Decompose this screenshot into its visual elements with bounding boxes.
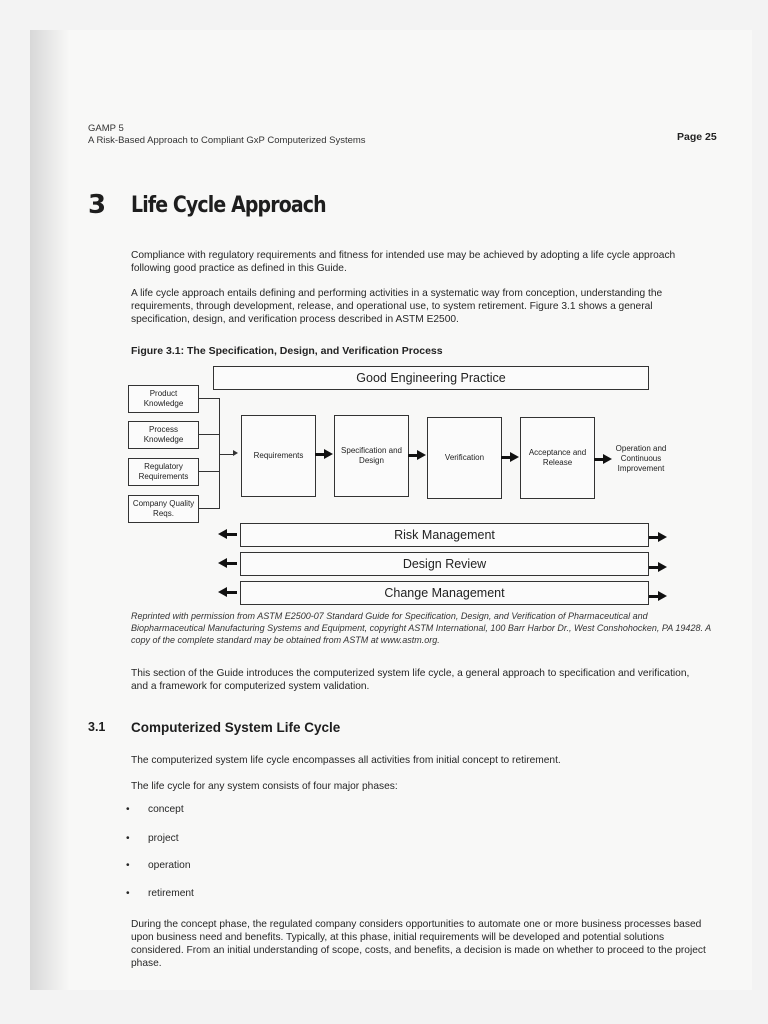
list-item <box>126 888 194 899</box>
outcome-operation-improvement <box>610 442 672 476</box>
input-label: Process Knowledge <box>143 425 184 444</box>
right-arrow-icon <box>324 449 333 459</box>
input-label: Product Knowledge <box>143 389 184 408</box>
list-item-text: retirement <box>148 888 194 899</box>
connector-line <box>198 398 219 399</box>
section-number: 3.1 <box>88 720 106 734</box>
risk-management-bar <box>240 523 649 547</box>
chapter-number: 3 <box>88 190 106 220</box>
stage-label: Requirements <box>253 451 304 460</box>
connector-line <box>198 508 219 509</box>
right-arrow-icon <box>658 532 667 542</box>
header-subtitle: A Risk-Based Approach to Compliant GxP Computerized Systems <box>88 135 366 146</box>
figure-caption: Figure 3.1: The Specification, Design, and Verification Process <box>131 345 443 357</box>
input-regulatory-requirements <box>128 458 199 486</box>
arrow-shaft <box>227 591 237 594</box>
document-page <box>30 30 752 990</box>
left-arrow-icon <box>218 587 227 597</box>
list-item-text: project <box>148 833 179 844</box>
stage-verification <box>427 417 502 499</box>
section-title: Computerized System Life Cycle <box>131 720 341 735</box>
stage-label: Verification <box>444 453 485 462</box>
bullet-icon: • <box>126 860 130 871</box>
stage-specification-and-design <box>334 415 409 497</box>
page-number: Page 25 <box>677 131 717 143</box>
stage-label: Acceptance and Release <box>528 448 587 467</box>
bullet-icon: • <box>126 833 130 844</box>
right-arrow-icon <box>658 591 667 601</box>
left-arrow-icon <box>218 558 227 568</box>
left-arrow-icon <box>218 529 227 539</box>
input-process-knowledge <box>128 421 199 449</box>
input-company-quality-reqs <box>128 495 199 523</box>
list-item <box>126 833 179 844</box>
list-item-text: concept <box>148 804 184 815</box>
arrow-shaft <box>227 562 237 565</box>
outcome-label: Operation and Continuous Improvement <box>615 444 667 473</box>
connector-to-requirements <box>219 454 234 455</box>
section-intro-paragraph: This section of the Guide introduces the computerized system life cycle, a general approach to specification and verification, and a framework for computerized system validation. <box>131 668 690 692</box>
header-title: GAMP 5 <box>88 123 124 134</box>
right-arrow-icon <box>510 452 519 462</box>
section-paragraph-3: During the concept phase, the regulated company considers opportunities to automate one or more business processes based upon business need and benefits. Typically, at this phase, initial requirements will be developed and potential solutions considered. From an initial understanding of scope, costs, and benefits, a decision is made on whether to proceed to the project phase. <box>131 919 706 969</box>
bar-label: Design Review <box>402 557 487 571</box>
stage-label: Specification and Design <box>341 446 402 465</box>
bullet-icon: • <box>126 888 130 899</box>
good-engineering-practice-bar <box>213 366 649 390</box>
good-engineering-practice-label: Good Engineering Practice <box>356 371 506 385</box>
small-arrow-icon <box>233 450 238 456</box>
stage-acceptance-and-release <box>520 417 595 499</box>
bar-label: Change Management <box>384 586 505 600</box>
connector-line <box>198 434 219 435</box>
arrow-shaft <box>227 533 237 536</box>
connector-line <box>198 471 219 472</box>
list-item <box>126 860 191 871</box>
design-review-bar <box>240 552 649 576</box>
list-item <box>126 804 184 815</box>
stage-requirements <box>241 415 316 497</box>
right-arrow-icon <box>658 562 667 572</box>
list-item-text: operation <box>148 860 191 871</box>
input-label: Company Quality Reqs. <box>132 499 195 518</box>
bar-label: Risk Management <box>394 528 495 542</box>
section-paragraph-1: The computerized system life cycle encompasses all activities from initial concept to retirement. <box>131 755 561 766</box>
intro-paragraph-1: Compliance with regulatory requirements and fitness for intended use may be achieved by adopting a life cycle approach following good practice as defined in this Guide. <box>131 250 676 274</box>
process-diagram <box>30 30 752 630</box>
input-label: Regulatory Requirements <box>138 462 189 481</box>
section-paragraph-2: The life cycle for any system consists of four major phases: <box>131 781 398 792</box>
intro-paragraph-2: A life cycle approach entails defining and performing activities in a systematic way from conception, understanding the requirements, through development, release, and operational use, to system retirement. Figure 3.1 shows a general specification, design, and verification process described in ASTM E2500. <box>131 288 663 325</box>
bullet-icon: • <box>126 804 130 815</box>
change-management-bar <box>240 581 649 605</box>
chapter-title: Life Cycle Approach <box>131 193 326 218</box>
right-arrow-icon <box>417 450 426 460</box>
input-product-knowledge <box>128 385 199 413</box>
figure-credit: Reprinted with permission from ASTM E2500-07 Standard Guide for Specification, Design, and Verification of Pharmaceutical and Biopharmaceutical Manufacturing Systems and Equipment, copyright ASTM International, 100 Barr Harbor Dr., West Conshohocken, PA 19428. A copy of the complete standard may be obtained from ASTM at www.astm.org. <box>131 611 711 645</box>
